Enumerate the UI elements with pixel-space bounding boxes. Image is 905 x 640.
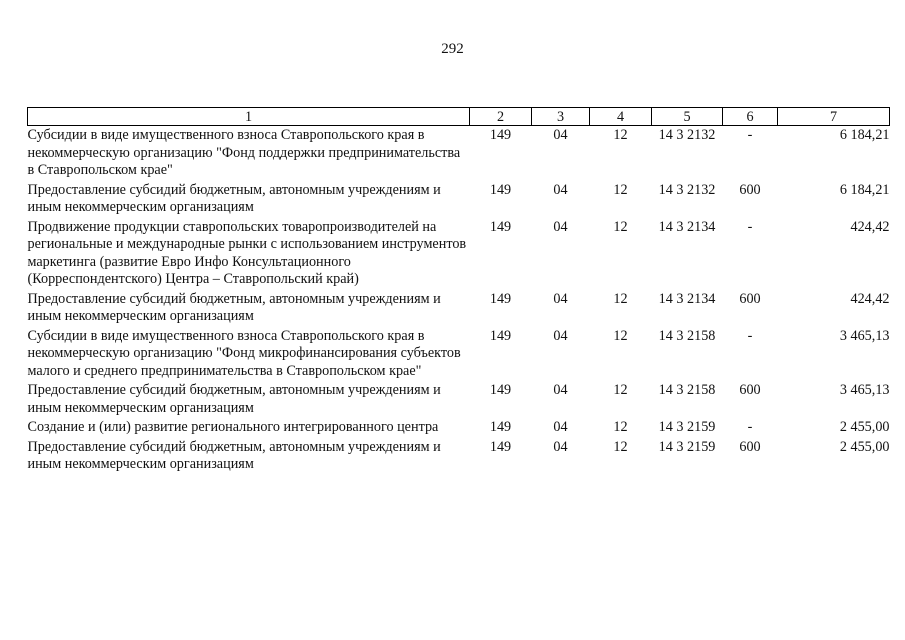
row-col4: 12	[613, 181, 628, 198]
row-col5: 14 3 2132	[658, 181, 716, 198]
table-row	[28, 327, 890, 382]
table-row	[28, 438, 890, 475]
row-col7: 424,42	[850, 218, 890, 235]
header-cell: 1	[28, 108, 470, 126]
row-col6: 600	[739, 438, 761, 455]
row-col4: 12	[613, 327, 628, 344]
header-cell: 3	[532, 108, 590, 126]
row-col4: 12	[613, 290, 628, 307]
row-col5: 14 3 2132	[658, 127, 716, 143]
row-col3: 04	[553, 327, 568, 344]
row-col3: 04	[553, 438, 568, 455]
row-col4: 12	[613, 127, 628, 143]
row-col2: 149	[489, 127, 512, 143]
row-col2: 149	[489, 290, 512, 307]
row-col3: 04	[553, 290, 568, 307]
row-col6: -	[747, 218, 753, 235]
row-col5: 14 3 2159	[658, 419, 716, 435]
row-col6: -	[747, 327, 753, 344]
row-col4: 12	[613, 419, 628, 435]
row-col7: 3 465,13	[839, 382, 890, 398]
row-name: Предоставление субсидий бюджетным, автономным учреждениям и иным некоммерческим организациям	[27, 438, 441, 472]
row-col2: 149	[489, 419, 512, 435]
row-col6: 600	[739, 382, 761, 398]
row-col2: 149	[489, 181, 512, 198]
row-col6: -	[747, 127, 753, 143]
row-col3: 04	[553, 181, 568, 198]
row-col2: 149	[489, 218, 512, 235]
row-col5: 14 3 2134	[658, 218, 716, 235]
row-col3: 04	[553, 419, 568, 435]
header-cell: 4	[590, 108, 652, 126]
row-col7: 2 455,00	[839, 419, 890, 435]
row-name: Создание и (или) развитие регионального интегрированного центра	[27, 419, 439, 435]
row-col2: 149	[489, 438, 512, 455]
row-col7: 3 465,13	[839, 327, 890, 344]
table-row	[28, 126, 890, 181]
row-col7: 6 184,21	[839, 181, 890, 198]
row-col4: 12	[613, 218, 628, 235]
row-col7: 2 455,00	[839, 438, 890, 455]
header-cell: 5	[652, 108, 723, 126]
table-row	[28, 418, 890, 438]
header-cell: 2	[470, 108, 532, 126]
row-name: Предоставление субсидий бюджетным, автономным учреждениям и иным некоммерческим организациям	[27, 181, 441, 215]
row-name: Продвижение продукции ставропольских товаропроизводителей на региональные и международные рынки с использованием инструментов маркетинга (развитие Евро Инфо Консультационного (Корреспондентского) Центра – Ставропольский край)	[27, 218, 467, 287]
row-col7: 6 184,21	[839, 127, 890, 143]
budget-table	[27, 107, 890, 475]
row-name: Субсидии в виде имущественного взноса Ставропольского края в некоммерческую организацию "Фонд поддержки предпринимательства в Ставропольском крае"	[27, 127, 461, 178]
table-row	[28, 290, 890, 327]
row-col6: -	[747, 419, 753, 435]
header-cell: 7	[778, 108, 890, 126]
row-col5: 14 3 2159	[658, 438, 716, 455]
row-name: Субсидии в виде имущественного взноса Ставропольского края в некоммерческую организацию "Фонд микрофинансирования субъектов малого и среднего предпринимательства в Ставропольском крае"	[27, 327, 461, 379]
row-col5: 14 3 2134	[658, 290, 716, 307]
row-col3: 04	[553, 382, 568, 398]
table-row	[28, 181, 890, 218]
row-col6: 600	[739, 181, 761, 198]
row-col4: 12	[613, 438, 628, 455]
table-row	[28, 381, 890, 418]
row-name: Предоставление субсидий бюджетным, автономным учреждениям и иным некоммерческим организациям	[27, 382, 441, 416]
row-col4: 12	[613, 382, 628, 398]
row-name: Предоставление субсидий бюджетным, автономным учреждениям и иным некоммерческим организациям	[27, 290, 441, 324]
row-col6: 600	[739, 290, 761, 307]
row-col2: 149	[489, 382, 512, 398]
header-cell: 6	[723, 108, 778, 126]
row-col2: 149	[489, 327, 512, 344]
row-col7: 424,42	[850, 290, 890, 307]
page-number: 292	[441, 41, 464, 57]
table-row	[28, 218, 890, 290]
row-col5: 14 3 2158	[658, 327, 716, 344]
header-row	[28, 108, 890, 126]
row-col3: 04	[553, 127, 568, 143]
row-col3: 04	[553, 218, 568, 235]
row-col5: 14 3 2158	[658, 382, 716, 398]
